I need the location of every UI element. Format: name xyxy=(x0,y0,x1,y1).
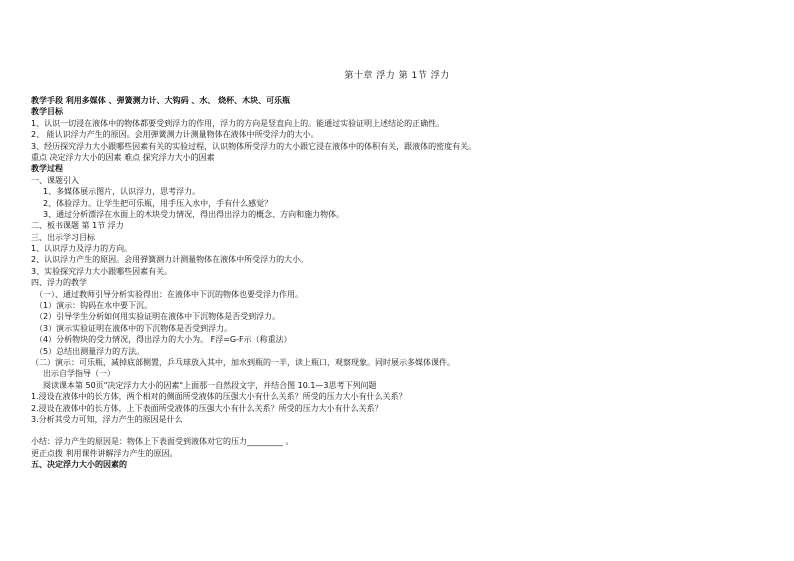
text-line: 阅读课本第 50页"决定浮力大小的因素"上面那一自然段文字，并结合图 10.1—3思考下列问题 xyxy=(43,380,377,390)
text-line: 二、板书课题 第 1节 浮力 xyxy=(31,221,124,231)
text-line: 2、体验浮力。让学生把可乐瓶，用手压入水中，手有什么感觉？ xyxy=(43,198,273,208)
text-line: （4）分析物块的受力情况，得出浮力的大小为。 F浮=G-F示（称重法） xyxy=(35,335,292,345)
text-line: 1、认识浮力及浮力的方向。 xyxy=(31,244,133,254)
text-line: 教学过程 xyxy=(31,164,63,174)
text-line: 五、决定浮力大小的因素的 xyxy=(31,460,127,470)
text-line: 一、课题引入 xyxy=(31,175,79,185)
text-line: 3.分析其受力可知，浮力产生的原因是什么 xyxy=(31,414,183,424)
text-line: （一）、通过教师引导分析实验得出：在液体中下沉的物体也要受浮力作用。 xyxy=(35,289,303,299)
text-line: （2）引导学生分析如何用实验证明在液体中下沉物体是否受到浮力。 xyxy=(35,312,281,322)
text-line: 3、通过分析漂浮在水面上的木块受力情况，得出得出浮力的概念、方向和施力物体。 xyxy=(43,209,345,219)
text-line: 1、多媒体展示图片，认识浮力，思考浮力。 xyxy=(43,187,201,197)
text-line: 四、浮力的教学 xyxy=(31,278,87,288)
text-line: （3）演示实验证明在液体中的下沉物体是否受到浮力。 xyxy=(35,323,233,333)
text-line: 教学目标 xyxy=(31,107,63,117)
text-line: 2、认识浮力产生的原因。会用弹簧测力计测量物体在液体中所受浮力的大小。 xyxy=(31,255,309,265)
text-line: 小结：浮力产生的原因是：物体上下表面受到液体对它的压力_________ 。 xyxy=(31,437,294,447)
text-line: 出示自学指导（一） xyxy=(43,369,115,379)
text-line: 1.浸设在液体中的长方体，两个相对的侧面所受液体的压强大小有什么关系？所受的压力大小有什么关系？ xyxy=(31,392,407,402)
text-line: 教学手段 利用多媒体 、弹簧测力计、大钩码 、水、 烧杯、木块、可乐瓶 xyxy=(31,96,291,105)
text-line: 重点 决定浮力大小的因素 难点 探究浮力大小的因素 xyxy=(31,152,215,162)
text-line: （二）演示：可乐瓶，减掉底部侧置，乒乓球放入其中，加水到瓶的一半，读上瓶口，观察现象。同时展示多媒体课件。 xyxy=(31,357,455,367)
text-line: 3、经历探究浮力大小跟哪些因素有关的实验过程，认识物体所受浮力的大小跟它浸在液体中的体积有关，跟液体的密度有关。 xyxy=(31,141,477,151)
text-line: 2、 能认识浮力产生的原因。会用弹簧测力计测量物体在液体中所受浮力的大小。 xyxy=(31,130,319,140)
document-body xyxy=(31,95,771,471)
text-line xyxy=(31,425,771,436)
text-line: 1、认识一切浸在液体中的物体都要受到浮力的作用，浮力的方向是竖直向上的。能通过实验证明上述结论的正确性。 xyxy=(31,118,445,128)
text-line: 三、出示学习目标 xyxy=(31,232,95,242)
text-line: （1）演示：钩码在水中要下沉。 xyxy=(35,301,153,311)
text-line: 2.浸设在液体中的长方体，上下表面所受液体的压强大小有什么关系？所受的压力大小有什么关系？ xyxy=(31,403,383,413)
text-line: 3、实验探究浮力大小跟哪些因素有关。 xyxy=(31,266,173,276)
text-line: （5）总结出测量浮力的方法。 xyxy=(35,346,145,356)
document-title: 第十章 浮力 第 1节 浮力 xyxy=(344,71,450,81)
text-line: 更正点拨 利用课件讲解浮力产生的原因。 xyxy=(31,448,178,458)
